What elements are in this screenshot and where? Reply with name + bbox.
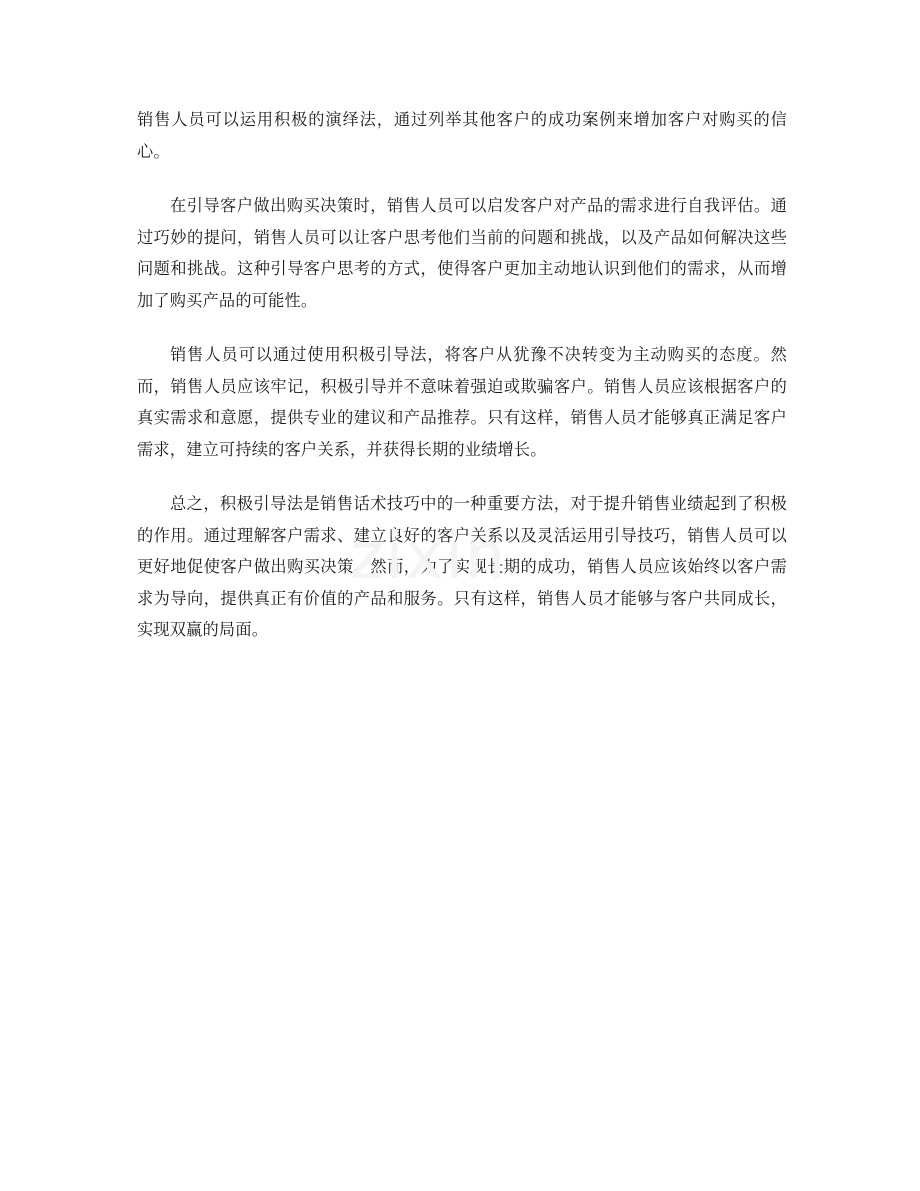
paragraph-3: 销售人员可以通过使用积极引导法，将客户从犹豫不决转变为主动购买的态度。然而，销售人员应该牢记，积极引导并不意味着强迫或欺骗客户。销售人员应该根据客户的真实需求和意愿，提供专业的建议和产品推荐。只有这样，销售人员才能够真正满足客户需求，建立可持续的客户关系，并获得长期的业绩增长。 <box>137 345 787 459</box>
paragraph-1: 销售人员可以运用积极的演绎法，通过列举其他客户的成功案例来增加客户对购买的信心。 <box>137 110 787 161</box>
paragraph-2: 在引导客户做出购买决策时，销售人员可以启发客户对产品的需求进行自我评估。通过巧妙的提问，销售人员可以让客户思考他们当前的问题和挑战，以及产品如何解决这些问题和挑战。这种引导客户思考的方式，使得客户更加主动地认识到他们的需求，从而增加了购买产品的可能性。 <box>137 196 787 310</box>
watermark: zixin <box>350 520 508 594</box>
paragraph-4: 总之，积极引导法是销售话术技巧中的一种重要方法，对于提升销售业绩起到了积极的作用。通过理解客户需求、建立良好的客户关系以及灵活运用引导技巧，销售人员可以更好地促使客户做出购买决策。然而，为了实现长期的成功，销售人员应该始终以客户需求为导向，提供真正有价值的产品和服务。只有这样，销售人员才能够与客户共同成长，实现双赢的局面。 <box>137 494 787 639</box>
document-body <box>137 104 787 669</box>
